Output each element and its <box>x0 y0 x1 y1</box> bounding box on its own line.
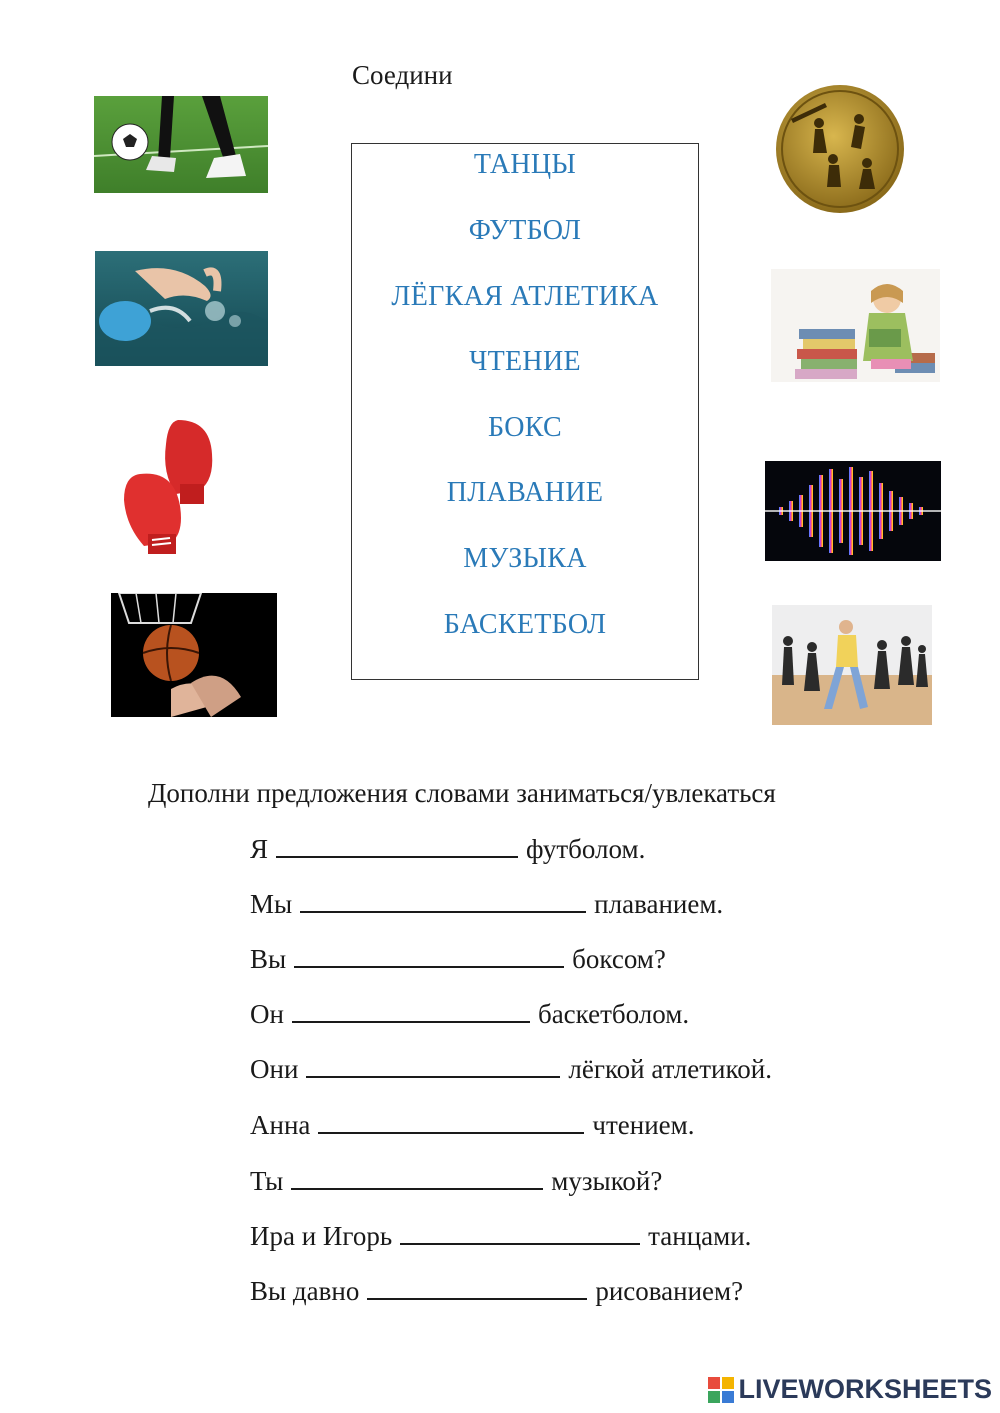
answer-blank[interactable] <box>367 1276 587 1300</box>
word-football[interactable]: ФУТБОЛ <box>468 215 582 246</box>
sentence-start: Мы <box>250 889 293 919</box>
word-dancing[interactable]: ТАНЦЫ <box>473 149 577 180</box>
sentence-end: чтением. <box>592 1110 695 1140</box>
sentence-end: футболом. <box>526 834 646 864</box>
liveworksheets-mark-icon <box>708 1377 734 1403</box>
sentence-row <box>250 1276 743 1307</box>
word-swimming[interactable]: ПЛАВАНИЕ <box>446 477 604 508</box>
sentence-row <box>250 1110 694 1141</box>
sentence-start: Он <box>250 999 284 1029</box>
exercise-title: Соедини <box>352 60 453 90</box>
word-boxing[interactable]: БОКС <box>488 412 562 443</box>
sentence-row <box>250 999 689 1030</box>
sentence-end: баскетболом. <box>537 999 690 1029</box>
sentence-start: Вы <box>250 944 287 974</box>
answer-blank[interactable] <box>276 834 518 858</box>
basketball-image[interactable] <box>111 593 277 717</box>
answer-blank[interactable] <box>318 1110 584 1134</box>
answer-blank[interactable] <box>292 999 530 1023</box>
word-bank-box <box>351 143 699 680</box>
word-reading[interactable]: ЧТЕНИЕ <box>469 346 581 377</box>
athletics-medal-image[interactable] <box>771 83 909 215</box>
answer-blank[interactable] <box>291 1166 543 1190</box>
sentence-row <box>250 834 645 865</box>
sentence-row <box>250 1054 772 1085</box>
word-music[interactable]: МУЗЫКА <box>463 543 587 574</box>
answer-blank[interactable] <box>300 889 586 913</box>
sentence-start: Вы давно <box>250 1276 360 1306</box>
word-basketball[interactable]: БАСКЕТБОЛ <box>443 609 607 640</box>
reading-girl-image[interactable] <box>771 269 940 382</box>
sentence-end: плаванием. <box>594 889 724 919</box>
boxing-gloves-image[interactable] <box>118 414 218 560</box>
football-image[interactable] <box>94 96 268 193</box>
sentence-end: рисованием? <box>595 1276 744 1306</box>
sentence-end: музыкой? <box>551 1166 663 1196</box>
sentence-row <box>250 944 666 975</box>
answer-blank[interactable] <box>400 1221 640 1245</box>
sentence-end: лёгкой атлетикой. <box>568 1054 772 1084</box>
answer-blank[interactable] <box>294 944 564 968</box>
sentence-row <box>250 1221 751 1252</box>
sentence-start: Ты <box>250 1166 284 1196</box>
sentence-start: Они <box>250 1054 299 1084</box>
sentence-end: танцами. <box>648 1221 752 1251</box>
sentence-row <box>250 889 723 920</box>
music-waves-image[interactable] <box>765 461 941 561</box>
swimming-image[interactable] <box>95 251 268 366</box>
fill-in-instruction: Дополни предложения словами заниматься/увлекаться <box>148 778 776 808</box>
sentence-row <box>250 1166 662 1197</box>
liveworksheets-wordmark: LIVEWORKSHEETS <box>738 1374 992 1404</box>
liveworksheets-logo <box>708 1374 992 1405</box>
sentence-start: Анна <box>250 1110 311 1140</box>
word-athletics[interactable]: ЛЁГКАЯ АТЛЕТИКА <box>391 281 659 312</box>
dance-class-image[interactable] <box>772 605 932 725</box>
answer-blank[interactable] <box>306 1054 560 1078</box>
sentence-start: Я <box>250 834 269 864</box>
sentence-start: Ира и Игорь <box>250 1221 393 1251</box>
sentence-end: боксом? <box>572 944 666 974</box>
